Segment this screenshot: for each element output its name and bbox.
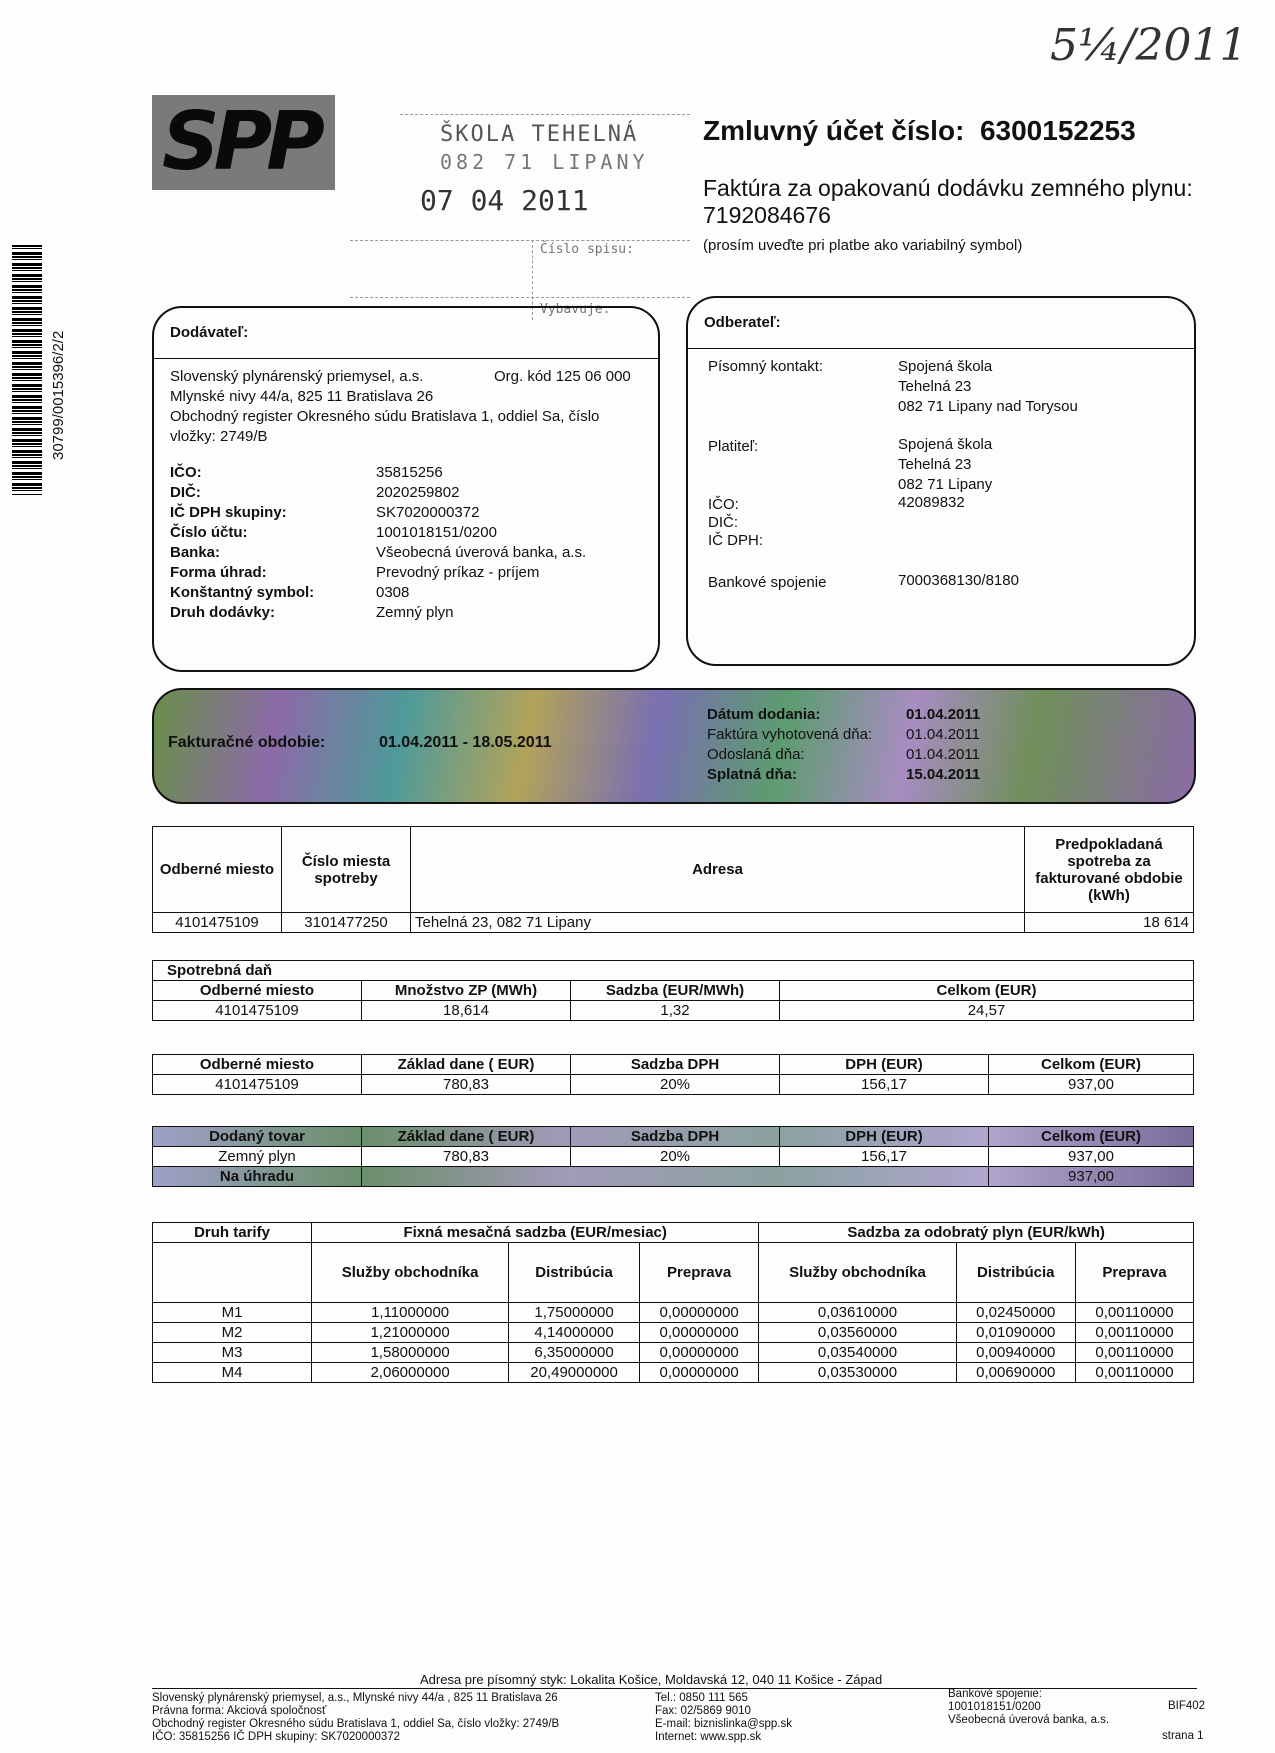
stamp-field2: Vybavuje: [540, 302, 611, 317]
footer-right [948, 1688, 1109, 1727]
payer-label: Platiteľ: [708, 438, 759, 455]
vat-table [152, 1054, 1194, 1095]
barcode [12, 245, 42, 495]
goods-due-value: 937,00 [989, 1167, 1194, 1187]
ico-value: 42089832 [898, 494, 965, 511]
tariff-cell: 4,14000000 [509, 1323, 640, 1343]
tariff-cell: 0,00110000 [1075, 1323, 1193, 1343]
tariff-table [152, 1222, 1194, 1383]
barcode-text: 30799/0015396/2/2 [50, 330, 67, 460]
period-value: 01.04.2011 - 18.05.2011 [379, 734, 552, 751]
supplier-field-label: IČO: [170, 464, 202, 481]
customer-box [686, 296, 1196, 666]
tariff-cell: 0,03560000 [759, 1323, 956, 1343]
excise-h1: Odberné miesto [153, 981, 362, 1001]
tariff-cell: 20,49000000 [509, 1363, 640, 1383]
period-box [152, 688, 1196, 804]
place-r1: 4101475109 [153, 913, 282, 933]
supplier-field-value: 0308 [376, 584, 410, 601]
tariff-cell: 0,00690000 [956, 1363, 1075, 1383]
invoice-heading [703, 175, 1193, 259]
tariff-cell: M3 [153, 1343, 312, 1363]
tariff-cell: 1,58000000 [312, 1343, 509, 1363]
goods-h2: Základ dane ( EUR) [362, 1127, 571, 1147]
footer-left-2: Právna forma: Akciová spoločnosť [152, 1705, 327, 1717]
supplier-name: Slovenský plynárenský priemysel, a.s. [170, 368, 424, 385]
vat-h3: Sadzba DPH [571, 1055, 780, 1075]
footer-mid-4: Internet: www.spp.sk [655, 1731, 762, 1743]
tariff-row [153, 1323, 1194, 1343]
tariff-row [153, 1363, 1194, 1383]
icdph-label: IČ DPH: [708, 532, 764, 549]
tariff-cell: 0,00000000 [639, 1303, 758, 1323]
tariff-h-type: Druh tarify [153, 1223, 312, 1243]
contact-label: Písomný kontakt: [708, 358, 824, 375]
bank-value: 7000368130/8180 [898, 572, 1019, 589]
tariff-cell: M1 [153, 1303, 312, 1323]
footer-page: strana 1 [1162, 1730, 1204, 1742]
invoice-note: (prosím uveďte pri platbe ako variabilný symbol) [703, 237, 1023, 254]
supplier-org-code: Org. kód 125 06 000 [494, 368, 631, 385]
vat-h1: Odberné miesto [153, 1055, 362, 1075]
supplier-field-value: 2020259802 [376, 484, 460, 501]
place-h1: Odberné miesto [153, 827, 282, 913]
stamp-date: 07 04 2011 [420, 184, 589, 217]
tariff-h-rate: Sadzba za odobratý plyn (EUR/kWh) [759, 1223, 1194, 1243]
period-date-value: 15.04.2011 [906, 766, 981, 783]
excise-r1: 4101475109 [153, 1001, 362, 1021]
excise-h2: Množstvo ZP (MWh) [362, 981, 571, 1001]
handwritten-note: 5¼/2011 [1050, 20, 1248, 71]
tariff-sub-2: Distribúcia [509, 1243, 640, 1303]
goods-h3: Sadzba DPH [571, 1127, 780, 1147]
vat-r3: 20% [571, 1075, 780, 1095]
tariff-cell: 1,21000000 [312, 1323, 509, 1343]
footer-left-3: Obchodný register Okresného súdu Bratislava 1, oddiel Sa, číslo vložky: 2749/B [152, 1718, 560, 1730]
goods-h5: Celkom (EUR) [989, 1127, 1194, 1147]
footer-right-3: Všeobecná úverová banka, a.s. [948, 1714, 1110, 1726]
supplier-field-label: Konštantný symbol: [170, 584, 315, 601]
tariff-h-fixed: Fixná mesačná sadzba (EUR/mesiac) [312, 1223, 759, 1243]
contact-line3: 082 71 Lipany nad Torysou [898, 398, 1078, 415]
period-date-label: Dátum dodania: [707, 706, 821, 723]
place-h2: Číslo miesta spotreby [282, 827, 411, 913]
tariff-row [153, 1303, 1194, 1323]
tariff-cell: 0,03610000 [759, 1303, 956, 1323]
footer-left-1: Slovenský plynárenský priemysel, a.s., Mlynské nivy 44/a , 825 11 Bratislava 26 [152, 1692, 558, 1704]
goods-r4: 156,17 [780, 1147, 989, 1167]
supplier-field-label: Forma úhrad: [170, 564, 267, 581]
account-heading [703, 115, 1136, 147]
excise-r2: 18,614 [362, 1001, 571, 1021]
excise-r4: 24,57 [780, 1001, 1194, 1021]
goods-table [152, 1126, 1194, 1187]
vat-r1: 4101475109 [153, 1075, 362, 1095]
excise-r3: 1,32 [571, 1001, 780, 1021]
payer-line3: 082 71 Lipany [898, 476, 993, 493]
goods-due-label: Na úhradu [153, 1167, 362, 1187]
supplier-field-value: Všeobecná úverová banka, a.s. [376, 544, 587, 561]
tariff-cell: 0,00000000 [639, 1323, 758, 1343]
supplier-field-value: 1001018151/0200 [376, 524, 497, 541]
place-h4: Predpokladaná spotreba za fakturované obdobie (kWh) [1025, 827, 1194, 913]
goods-r1: Zemný plyn [153, 1147, 362, 1167]
account-label: Zmluvný účet číslo: [703, 115, 965, 146]
period-date-value: 01.04.2011 [906, 746, 980, 763]
payer-line2: Tehelná 23 [898, 456, 972, 473]
footer-mid-2: Fax: 02/5869 9010 [655, 1705, 751, 1717]
supplier-field-value: Zemný plyn [376, 604, 454, 621]
tariff-cell: M4 [153, 1363, 312, 1383]
vat-h5: Celkom (EUR) [989, 1055, 1194, 1075]
excise-table [152, 960, 1194, 1021]
vat-r5: 937,00 [989, 1075, 1194, 1095]
registry-stamp [400, 112, 700, 317]
supplier-box [152, 306, 660, 672]
footer-right-1: Bankové spojenie: [948, 1688, 1042, 1700]
vat-h2: Základ dane ( EUR) [362, 1055, 571, 1075]
place-table [152, 826, 1194, 933]
goods-r5: 937,00 [989, 1147, 1194, 1167]
bank-label: Bankové spojenie [708, 574, 827, 591]
customer-title: Odberateľ: [704, 314, 781, 331]
tariff-sub-4: Služby obchodníka [759, 1243, 956, 1303]
supplier-field-label: Číslo účtu: [170, 524, 248, 541]
vat-r4: 156,17 [780, 1075, 989, 1095]
supplier-register2: vložky: 2749/B [170, 428, 268, 445]
goods-r2: 780,83 [362, 1147, 571, 1167]
tariff-cell: 0,03540000 [759, 1343, 956, 1363]
footer-mid-1: Tel.: 0850 111 565 [655, 1692, 748, 1704]
supplier-field-label: DIČ: [170, 484, 201, 501]
contact-line2: Tehelná 23 [898, 378, 972, 395]
tariff-cell: M2 [153, 1323, 312, 1343]
place-r4: 18 614 [1025, 913, 1194, 933]
tariff-cell: 0,00000000 [639, 1363, 758, 1383]
supplier-field-value: Prevodný príkaz - príjem [376, 564, 540, 581]
excise-h4: Celkom (EUR) [780, 981, 1194, 1001]
excise-h3: Sadzba (EUR/MWh) [571, 981, 780, 1001]
footer-code: BIF402 [1168, 1700, 1206, 1712]
tariff-row [153, 1343, 1194, 1363]
period-date-value: 01.04.2011 [906, 726, 980, 743]
stamp-field1: Číslo spisu: [540, 242, 634, 257]
excise-title: Spotrebná daň [153, 961, 1194, 981]
tariff-cell: 1,75000000 [509, 1303, 640, 1323]
payer-line1: Spojená škola [898, 436, 993, 453]
tariff-cell: 2,06000000 [312, 1363, 509, 1383]
tariff-cell: 6,35000000 [509, 1343, 640, 1363]
tariff-cell: 0,02450000 [956, 1303, 1075, 1323]
tariff-cell: 0,00000000 [639, 1343, 758, 1363]
vat-h4: DPH (EUR) [780, 1055, 989, 1075]
tariff-cell: 0,00110000 [1075, 1343, 1193, 1363]
supplier-field-label: Druh dodávky: [170, 604, 276, 621]
invoice-label: Faktúra za opakovanú dodávku zemného plynu: [703, 175, 1193, 201]
tariff-cell: 0,00110000 [1075, 1303, 1193, 1323]
dic-label: DIČ: [708, 514, 738, 531]
invoice-number: 7192084676 [703, 202, 831, 228]
goods-r3: 20% [571, 1147, 780, 1167]
vat-r2: 780,83 [362, 1075, 571, 1095]
footer-right-2: 1001018151/0200 [948, 1701, 1041, 1713]
footer-left-4: IČO: 35815256 IČ DPH skupiny: SK7020000372 [152, 1731, 401, 1743]
period-date-value: 01.04.2011 [906, 706, 981, 723]
supplier-address: Mlynské nivy 44/a, 825 11 Bratislava 26 [170, 388, 434, 405]
supplier-register1: Obchodný register Okresného súdu Bratislava 1, oddiel Sa, číslo [170, 408, 600, 425]
tariff-cell: 0,01090000 [956, 1323, 1075, 1343]
period-date-label: Splatná dňa: [707, 766, 798, 783]
tariff-cell: 0,00940000 [956, 1343, 1075, 1363]
tariff-sub-3: Preprava [639, 1243, 758, 1303]
supplier-field-label: IČ DPH skupiny: [170, 504, 287, 521]
ico-label: IČO: [708, 496, 739, 513]
tariff-cell: 1,11000000 [312, 1303, 509, 1323]
footer-middle [655, 1692, 792, 1744]
contact-line1: Spojená škola [898, 358, 993, 375]
period-label: Fakturačné obdobie: [168, 734, 326, 751]
tariff-cell: 0,03530000 [759, 1363, 956, 1383]
place-h3: Adresa [411, 827, 1025, 913]
footer-address: Adresa pre písomný styk: Lokalita Košice, Moldavská 12, 040 11 Košice - Západ [420, 1672, 883, 1687]
supplier-field-value: 35815256 [376, 464, 443, 481]
supplier-field-label: Banka: [170, 544, 221, 561]
logo-text: SPP [162, 95, 319, 188]
account-number: 6300152253 [979, 115, 1136, 146]
tariff-sub-1: Služby obchodníka [312, 1243, 509, 1303]
goods-h4: DPH (EUR) [780, 1127, 989, 1147]
footer-mid-3: E-mail: biznislinka@spp.sk [655, 1718, 792, 1730]
tariff-cell: 0,00110000 [1075, 1363, 1193, 1383]
supplier-title: Dodávateľ: [170, 324, 249, 341]
place-r2: 3101477250 [282, 913, 411, 933]
tariff-sub-5: Distribúcia [956, 1243, 1075, 1303]
tariff-sub-6: Preprava [1075, 1243, 1193, 1303]
footer-left [152, 1692, 559, 1744]
stamp-line1: ŠKOLA TEHELNÁ [440, 122, 639, 147]
period-date-label: Odoslaná dňa: [707, 746, 805, 763]
period-date-label: Faktúra vyhotovená dňa: [707, 726, 873, 743]
supplier-field-value: SK7020000372 [376, 504, 480, 521]
place-r3: Tehelná 23, 082 71 Lipany [411, 913, 1025, 933]
stamp-line2: 082 71 LIPANY [440, 150, 649, 174]
spp-logo [152, 95, 335, 190]
goods-h1: Dodaný tovar [153, 1127, 362, 1147]
